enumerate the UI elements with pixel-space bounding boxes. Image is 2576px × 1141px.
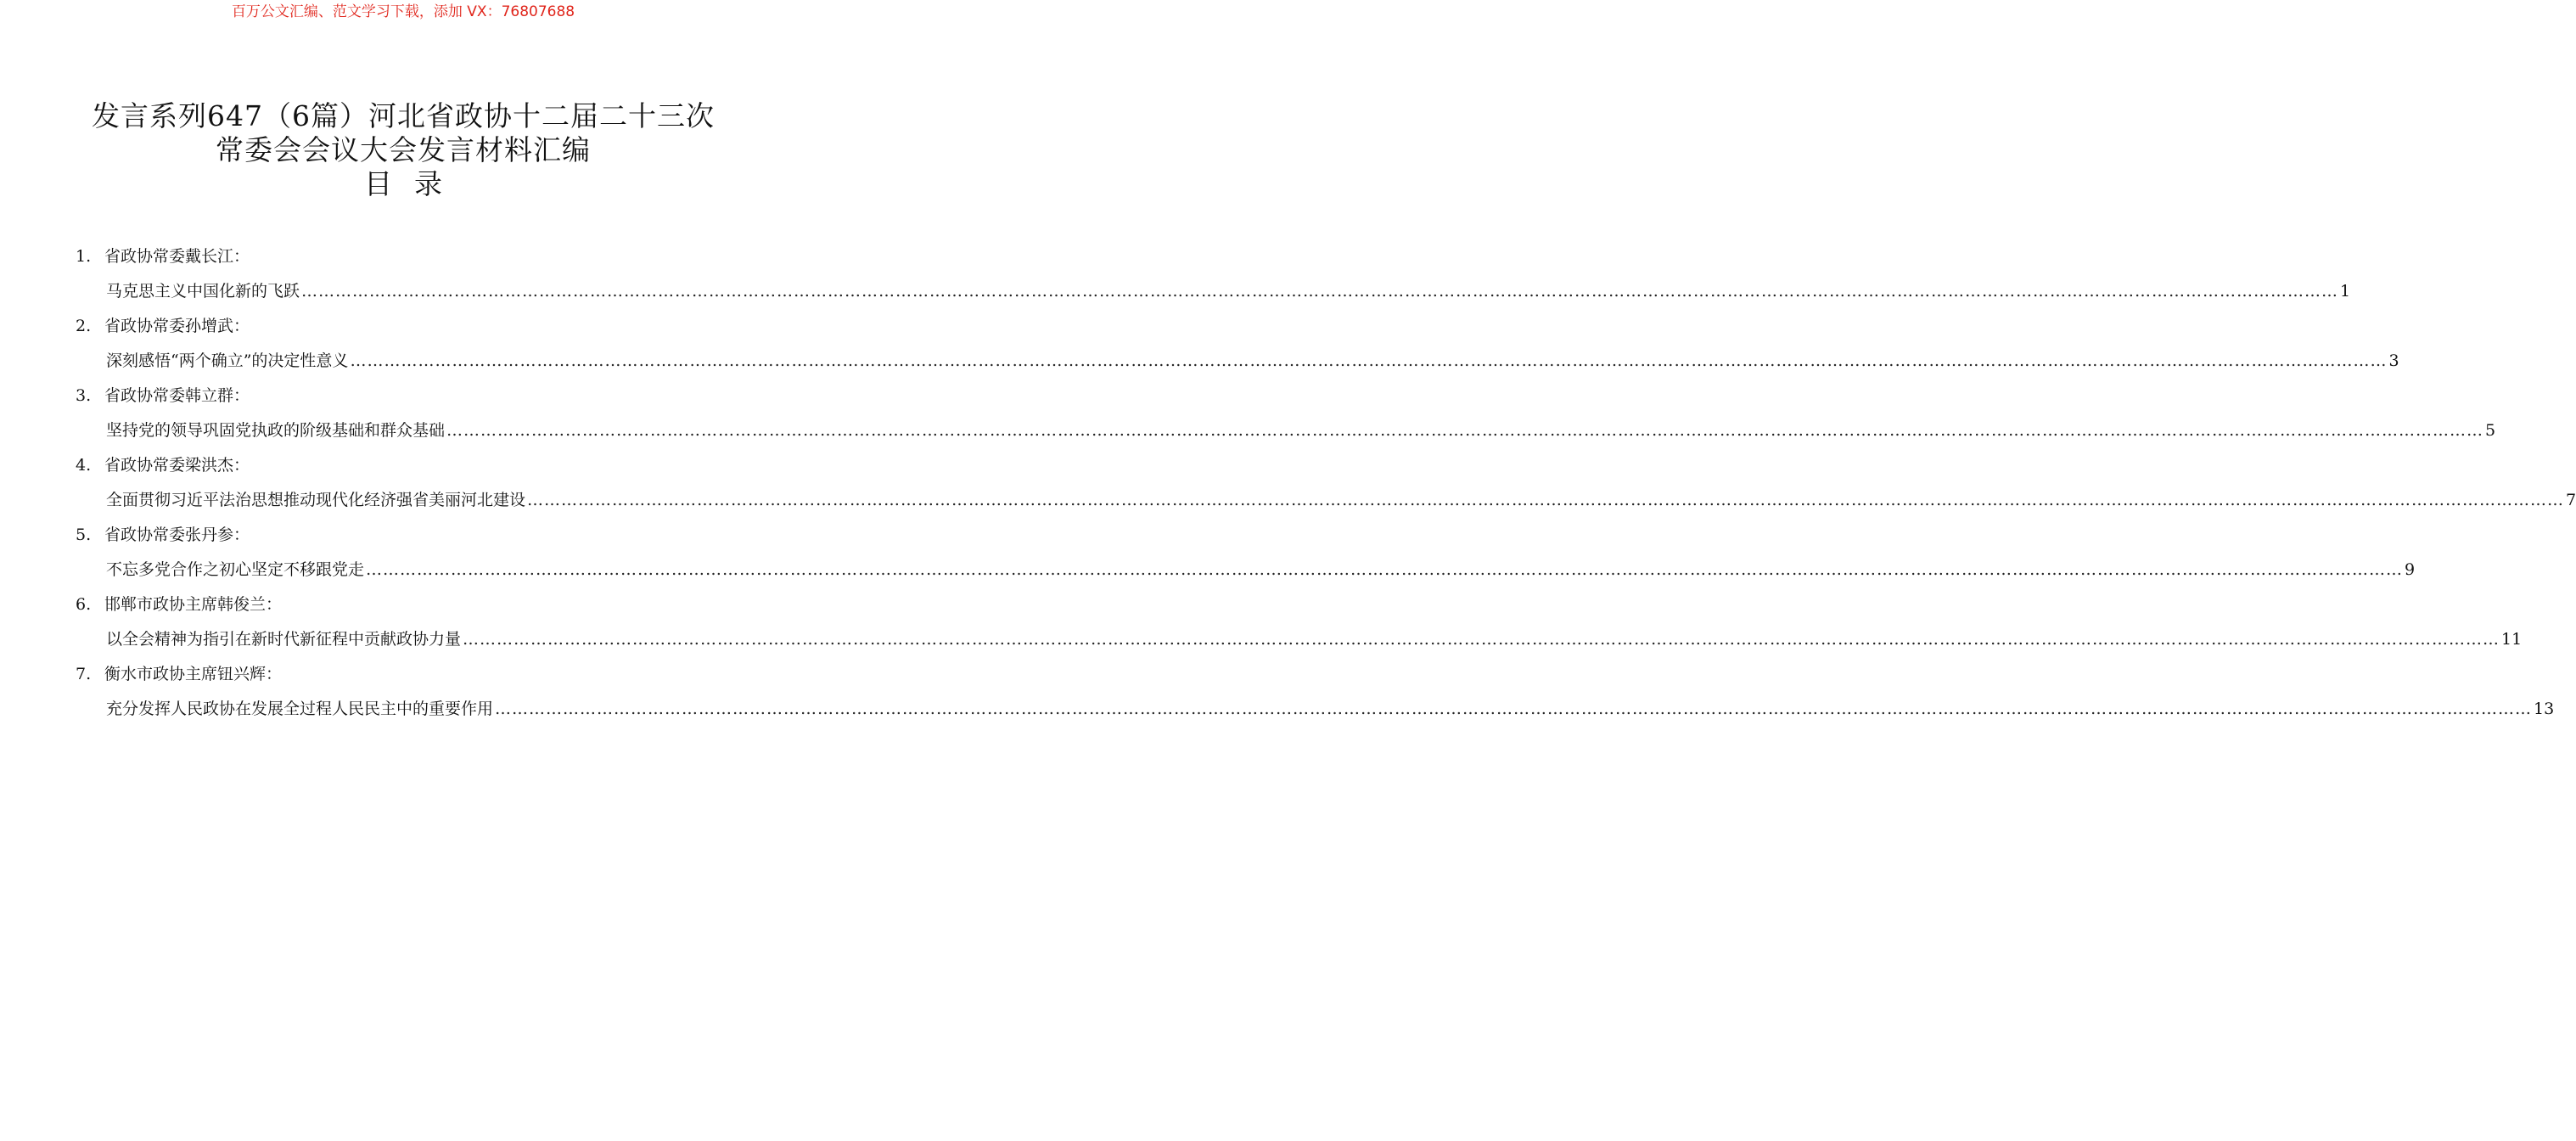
toc-page-number: 7 [2566,491,2576,509]
toc-topic[interactable] [76,554,2416,589]
toc-topic[interactable] [76,346,2399,380]
toc-topic[interactable] [76,276,2351,311]
document-title [0,99,806,201]
toc-entry[interactable] [76,450,2576,520]
toc-topic[interactable] [76,624,2523,659]
toc-page-number: 1 [2340,282,2351,301]
toc-speaker [76,241,729,276]
toc-topic-title: 充分发挥人民政协在发展全过程人民民主中的重要作用 [106,700,494,718]
toc-page-number: 11 [2501,630,2523,649]
toc-topic[interactable] [76,694,2555,728]
toc-speaker [76,520,729,554]
toc-entry-number: 5. [76,526,92,544]
toc-page-number: 3 [2388,351,2399,370]
table-of-contents [76,241,2576,728]
toc-entry[interactable] [76,520,2416,589]
toc-page-number: 5 [2485,421,2496,440]
toc-entry-number: 2. [76,317,92,335]
watermark-banner: 百万公文汇编、范文学习下载，添加 VX：76807688 [231,3,575,20]
dot-leader: ……………………………………………………………………………………………………………………………………………………………………………………………………………………………………………………………………………………………………………………………… [301,282,2339,301]
toc-speaker-name: 省政协常委张丹参： [104,526,250,544]
toc-topic-title: 不忘多党合作之初心坚定不移跟党走 [106,560,365,579]
toc-speaker-name: 省政协常委戴长江： [104,247,250,266]
toc-speaker [76,311,729,346]
dot-leader: ……………………………………………………………………………………………………………………………………………………………………………………………………………………………………………………………………………………………………………………………… [495,700,2533,718]
toc-topic-title: 以全会精神为指引在新时代新征程中贡献政协力量 [106,630,462,649]
toc-entry[interactable] [76,311,2399,380]
toc-topic[interactable] [76,485,2576,520]
toc-speaker [76,380,729,415]
toc-topic-title: 全面贯彻习近平法治思想推动现代化经济强省美丽河北建设 [106,491,526,509]
toc-entry-number: 7. [76,665,92,683]
toc-topic[interactable] [76,415,2496,450]
toc-entry-number: 3. [76,386,92,405]
toc-entry-number: 4. [76,456,92,475]
toc-speaker-name: 衡水市政协主席钮兴辉： [104,665,283,683]
title-line-1: 发言系列647（6篇）河北省政协十二届二十三次 [92,99,715,132]
toc-entry-number: 6. [76,595,92,614]
dot-leader: ……………………………………………………………………………………………………………………………………………………………………………………………………………………………………………………………………………………………………………………………… [463,630,2500,649]
toc-heading: 目录 [364,167,464,200]
title-line-2: 常委会会议大会发言材料汇编 [216,133,591,166]
toc-entry[interactable] [76,659,2555,728]
toc-entry[interactable] [76,241,2351,311]
toc-speaker-name: 省政协常委韩立群： [104,386,250,405]
toc-topic-title: 深刻感悟“两个确立”的决定性意义 [106,351,349,370]
toc-entry[interactable] [76,589,2523,659]
dot-leader: ……………………………………………………………………………………………………………………………………………………………………………………………………………………………………………………………………………………………………………………………… [366,560,2404,579]
toc-entry[interactable] [76,380,2496,450]
toc-speaker-name: 省政协常委梁洪杰： [104,456,250,475]
dot-leader: ……………………………………………………………………………………………………………………………………………………………………………………………………………………………………………………………………………………………………………………………… [446,421,2484,440]
toc-page-number: 9 [2405,560,2416,579]
dot-leader: ……………………………………………………………………………………………………………………………………………………………………………………………………………………………………………………………………………………………………………………………… [527,491,2565,509]
dot-leader: ……………………………………………………………………………………………………………………………………………………………………………………………………………………………………………………………………………………………………………………………… [350,351,2388,370]
toc-speaker-name: 邯郸市政协主席韩俊兰： [104,595,283,614]
toc-speaker [76,589,729,624]
toc-speaker-name: 省政协常委孙增武： [104,317,250,335]
toc-speaker [76,659,729,694]
toc-topic-title: 马克思主义中国化新的飞跃 [106,282,300,301]
toc-page-number: 13 [2534,700,2555,718]
toc-entry-number: 1. [76,247,92,266]
toc-speaker [76,450,729,485]
toc-topic-title: 坚持党的领导巩固党执政的阶级基础和群众基础 [106,421,446,440]
